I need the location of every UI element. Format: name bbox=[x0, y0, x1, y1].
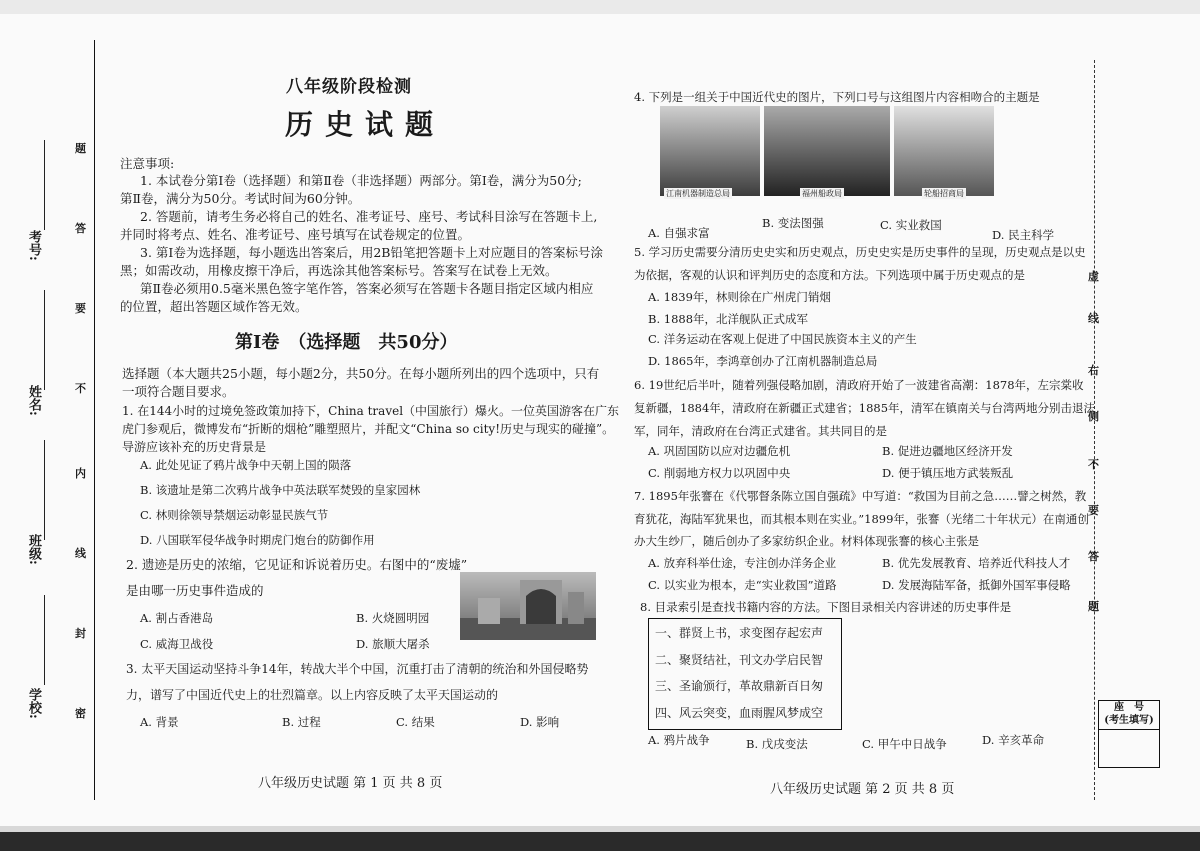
seal-char: 题 bbox=[75, 142, 86, 155]
q5-option-b: B. 1888年，北洋舰队正式成军 bbox=[648, 312, 809, 326]
class-blank bbox=[44, 440, 45, 540]
q2-option-b: B. 火烧圆明园 bbox=[356, 611, 430, 625]
note-line: 第Ⅱ卷，满分为50分。考试时间为60分钟。 bbox=[120, 191, 361, 206]
margin-char: 线 bbox=[1088, 312, 1099, 325]
exam-title: 八年级阶段检测 bbox=[286, 77, 412, 97]
school-blank bbox=[44, 595, 45, 685]
q6-option-b: B. 促进边疆地区经济开发 bbox=[882, 444, 1013, 458]
margin-char: 虚 bbox=[1088, 270, 1099, 283]
q1-option-c: C. 林则徐领导禁烟运动彰显民族气节 bbox=[140, 508, 329, 522]
q7-option-c: C. 以实业为根本，走“实业救国”道路 bbox=[648, 578, 837, 592]
footer-page-2: 八年级历史试题 第 2 页 共 8 页 bbox=[770, 782, 955, 797]
exam-no-blank bbox=[44, 140, 45, 230]
jiangnan-arsenal-photo bbox=[660, 106, 760, 196]
toc-entry: 三、圣谕颁行，革故鼎新百日匆 bbox=[655, 679, 824, 693]
q8-stem: 8. 目录索引是查找书籍内容的方法。下图目录相关内容讲述的历史事件是 bbox=[640, 600, 1012, 614]
q5-stem: 5. 学习历史需要分清历史史实和历史观点，历史史实是历史事件的呈现，历史观点是以史 bbox=[634, 245, 1086, 259]
q1-option-b: B. 该遗址是第二次鸦片战争中英法联军焚毁的皇家园林 bbox=[140, 483, 421, 497]
exam-no-label: 考号: bbox=[26, 230, 41, 261]
photo-caption: 福州船政局 bbox=[802, 189, 842, 198]
seal-char: 不 bbox=[75, 382, 86, 395]
fuzhou-shipyard-photo bbox=[764, 106, 890, 196]
q8-option-d: D. 辛亥革命 bbox=[982, 733, 1045, 747]
subject-title: 历史试题 bbox=[285, 108, 446, 141]
school-label: 学校: bbox=[26, 688, 41, 719]
toc-entry: 四、风云突变，血雨腥风梦成空 bbox=[655, 706, 824, 720]
q6-option-c: C. 削弱地方权力以巩固中央 bbox=[648, 466, 791, 480]
q3-stem: 力，谱写了中国近代史上的壮烈篇章。以上内容反映了太平天国运动的 bbox=[126, 688, 499, 702]
q5-stem: 为依据，客观的认识和评判历史的态度和方法。下列选项中属于历史观点的是 bbox=[634, 268, 1025, 282]
q5-option-a: A. 1839年，林则徐在广州虎门销烟 bbox=[648, 290, 831, 304]
note-line: 2. 答题前，请考生务必将自己的姓名、准考证号、座号、考试科目涂写在答题卡上, bbox=[140, 209, 598, 224]
seal-char: 封 bbox=[75, 627, 86, 640]
q3-option-b: B. 过程 bbox=[282, 715, 321, 729]
seal-char: 密 bbox=[75, 707, 86, 720]
seat-label-note: (考生填写) bbox=[1104, 715, 1154, 726]
q3-stem: 3. 太平天国运动坚持斗争14年，转战大半个中国，沉重打击了清朝的统治和外国侵略势 bbox=[126, 662, 589, 676]
q1-option-a: A. 此处见证了鸦片战争中天朝上国的陨落 bbox=[140, 458, 352, 472]
q4-option-c: C. 实业救国 bbox=[880, 218, 942, 232]
photo-caption: 江南机器制造总局 bbox=[666, 189, 730, 198]
binding-margin bbox=[0, 40, 100, 800]
note-line: 3. 第Ⅰ卷为选择题，每小题选出答案后，用2B铅笔把答题卡上对应题目的答案标号涂 bbox=[140, 245, 603, 260]
cut-dashed-line bbox=[1094, 60, 1095, 800]
q1-option-d: D. 八国联军侵华战争时期虎门炮台的防御作用 bbox=[140, 533, 375, 547]
seat-label bbox=[1099, 701, 1159, 730]
name-blank bbox=[44, 290, 45, 390]
photo-caption: 轮船招商局 bbox=[924, 189, 964, 198]
notes-heading: 注意事项: bbox=[120, 156, 175, 171]
q6-stem: 军，同年，清政府在台湾正式建省。其共同目的是 bbox=[634, 424, 887, 438]
q4-option-b: B. 变法图强 bbox=[762, 216, 824, 230]
q5-option-c: C. 洋务运动在客观上促进了中国民族资本主义的产生 bbox=[648, 332, 917, 346]
q1-stem: 导游应该补充的历史背景是 bbox=[122, 440, 267, 454]
merchants-steam-photo bbox=[894, 106, 994, 196]
q4-option-d: D. 民主科学 bbox=[992, 228, 1055, 242]
q6-stem: 6. 19世纪后半叶，随着列强侵略加剧，清政府开始了一波建省高潮：1878年，左宗棠收 bbox=[634, 378, 1084, 392]
q7-option-d: D. 发展海陆军备，抵御外国军事侵略 bbox=[882, 578, 1071, 592]
page-bottom-edge bbox=[0, 832, 1200, 851]
note-line: 第Ⅱ卷必须用0.5毫米黑色签字笔作答，答案必须写在答题卡各题目指定区域内相应 bbox=[140, 281, 594, 296]
q2-stem: 2. 遗迹是历史的浓缩，它见证和诉说着历史。右图中的“废墟” bbox=[126, 557, 468, 572]
seal-char: 线 bbox=[75, 547, 86, 560]
q2-option-d: D. 旅顺大屠杀 bbox=[356, 637, 430, 651]
q7-option-a: A. 放弃科举仕途，专注创办洋务企业 bbox=[648, 556, 837, 570]
toc-entry: 一、群贤上书，求变图存起宏声 bbox=[655, 626, 824, 640]
margin-char: 不 bbox=[1088, 458, 1099, 471]
seal-char: 要 bbox=[75, 302, 86, 315]
q6-option-a: A. 巩固国防以应对边疆危机 bbox=[648, 444, 791, 458]
note-line: 1. 本试卷分第Ⅰ卷（选择题）和第Ⅱ卷（非选择题）两部分。第Ⅰ卷，满分为50分; bbox=[140, 173, 582, 188]
seal-char: 答 bbox=[75, 222, 86, 235]
intro-line: 一项符合题目要求。 bbox=[122, 384, 235, 399]
page-top-edge bbox=[0, 0, 1200, 14]
section-title: 第Ⅰ卷 （选择题 共50分） bbox=[235, 332, 458, 353]
seat-number-box bbox=[1098, 700, 1160, 768]
q7-option-b: B. 优先发展教育、培养近代科技人才 bbox=[882, 556, 1071, 570]
q8-option-a: A. 鸦片战争 bbox=[648, 733, 710, 747]
q2-stem: 是由哪一历史事件造成的 bbox=[126, 583, 264, 598]
q3-option-a: A. 背景 bbox=[140, 715, 179, 729]
q1-stem: 虎门参观后，微博发布“折断的烟枪”雕塑照片，并配文“China so city!历史与现实的碰撞”。 bbox=[122, 422, 615, 436]
margin-char: 侧 bbox=[1088, 410, 1099, 423]
q4-option-a: A. 自强求富 bbox=[648, 226, 710, 240]
yuanmingyuan-ruins-image bbox=[460, 572, 596, 640]
margin-char: 右 bbox=[1088, 364, 1099, 377]
q5-option-d: D. 1865年，李鸿章创办了江南机器制造总局 bbox=[648, 354, 878, 368]
q2-option-c: C. 威海卫战役 bbox=[140, 637, 214, 651]
seat-label-text: 座 号 bbox=[1114, 702, 1144, 713]
q4-photo-group bbox=[660, 106, 994, 196]
q3-option-c: C. 结果 bbox=[396, 715, 435, 729]
q8-option-c: C. 甲午中日战争 bbox=[862, 737, 947, 751]
binding-line bbox=[94, 40, 95, 800]
margin-char: 答 bbox=[1088, 550, 1099, 563]
q8-table-of-contents bbox=[648, 618, 842, 730]
q1-stem: 1. 在144小时的过境免签政策加持下，China travel（中国旅行）爆火。一位英国游客在广东 bbox=[122, 404, 620, 418]
footer-page-1: 八年级历史试题 第 1 页 共 8 页 bbox=[258, 776, 443, 791]
note-line: 黑；如需改动，用橡皮擦干净后，再选涂其他答案标号。答案写在试卷上无效。 bbox=[120, 263, 558, 278]
q6-option-d: D. 便于镇压地方武装叛乱 bbox=[882, 466, 1014, 480]
q2-option-a: A. 割占香港岛 bbox=[140, 611, 214, 625]
name-label: 姓名: bbox=[26, 385, 41, 416]
margin-char: 题 bbox=[1088, 600, 1099, 613]
note-line: 并同时将考点、姓名、准考证号、座号填写在试卷规定的位置。 bbox=[120, 227, 471, 242]
margin-char: 要 bbox=[1088, 504, 1099, 517]
q6-stem: 复新疆，1884年，清政府在新疆正式建省；1885年，清军在镇南关与台湾两地分别击退法 bbox=[634, 401, 1096, 415]
q7-stem: 7. 1895年张謇在《代鄂督条陈立国自强疏》中写道：“救国为目前之急……譬之树然，教 bbox=[634, 489, 1087, 503]
note-line: 的位置，超出答题区域作答无效。 bbox=[120, 299, 308, 314]
q7-stem: 办大生纱厂，随后创办了多家纺织企业。材料体现张謇的核心主张是 bbox=[634, 534, 979, 548]
seal-char: 内 bbox=[75, 467, 86, 480]
q7-stem: 育犹花，海陆军犹果也，而其根本则在实业。”1899年，张謇（光绪二十年状元）在南通创 bbox=[634, 512, 1089, 526]
q8-option-b: B. 戊戌变法 bbox=[746, 737, 808, 751]
q4-stem: 4. 下列是一组关于中国近代史的图片，下列口号与这组图片内容相吻合的主题是 bbox=[634, 90, 1040, 104]
intro-line: 选择题（本大题共25小题，每小题2分，共50分。在每小题所列出的四个选项中，只有 bbox=[122, 366, 600, 381]
class-label: 班级: bbox=[26, 534, 41, 565]
toc-entry: 二、聚贤结社，刊文办学启民智 bbox=[655, 653, 824, 667]
q3-option-d: D. 影响 bbox=[520, 715, 560, 729]
